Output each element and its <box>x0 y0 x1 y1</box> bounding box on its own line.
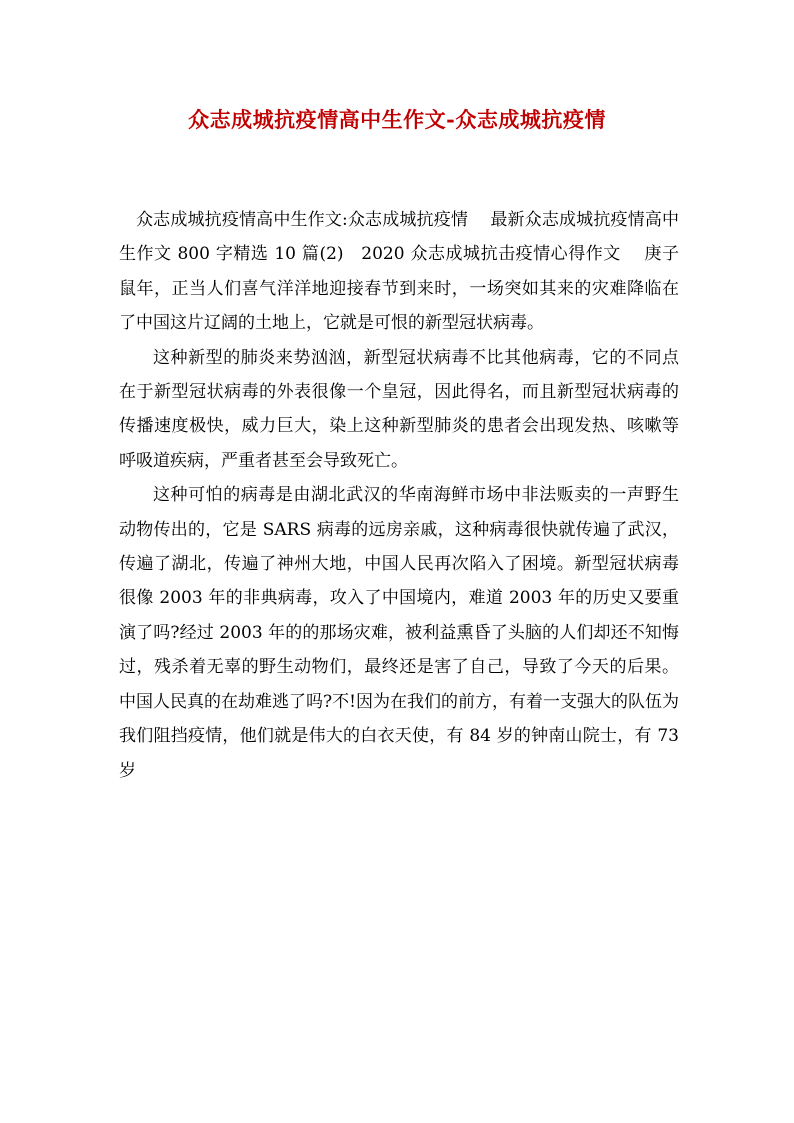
paragraph-1: 众志成城抗疫情高中生作文:众志成城抗疫情 最新众志成城抗疫情高中生作文 800 字精选 10 篇(2) 2020 众志成城抗击疫情心得作文 庚子鼠年，正当人们喜气洋洋地迎接春节到来时，一场突如其来的灾难降临在了中国这片辽阔的土地上，它就是可恨的新型冠状病毒。 <box>119 210 679 334</box>
paragraph-2: 这种新型的肺炎来势汹汹，新型冠状病毒不比其他病毒，它的不同点在于新型冠状病毒的外表很像一个皇冠，因此得名，而且新型冠状病毒的传播速度极快，威力巨大，染上这种新型肺炎的患者会出现发热、咳嗽等呼吸道疾病，严重者甚至会导致死亡。 <box>119 347 679 471</box>
paragraph-3: 这种可怕的病毒是由湖北武汉的华南海鲜市场中非法贩卖的一声野生动物传出的，它是 SARS 病毒的远房亲戚，这种病毒很快就传遍了武汉，传遍了湖北，传遍了神州大地，中国人民再次陷入了困境。新型冠状病毒很像 2003 年的非典病毒，攻入了中国境内，难道 2003 年的历史又要重演了吗?经过 2003 年的的那场灾难，被利益熏昏了头脑的人们却还不知悔过，残杀着无辜的野生动物们，最终还是害了自己，导致了今天的后果。中国人民真的在劫难逃了吗?不!因为在我们的前方，有着一支强大的队伍为我们阻挡疫情，他们就是伟大的白衣天使，有 84 岁的钟南山院士，有 73 岁 <box>119 485 685 781</box>
document-body <box>119 203 685 788</box>
document-title: 众志成城抗疫情高中生作文-众志成城抗疫情 <box>188 107 606 132</box>
